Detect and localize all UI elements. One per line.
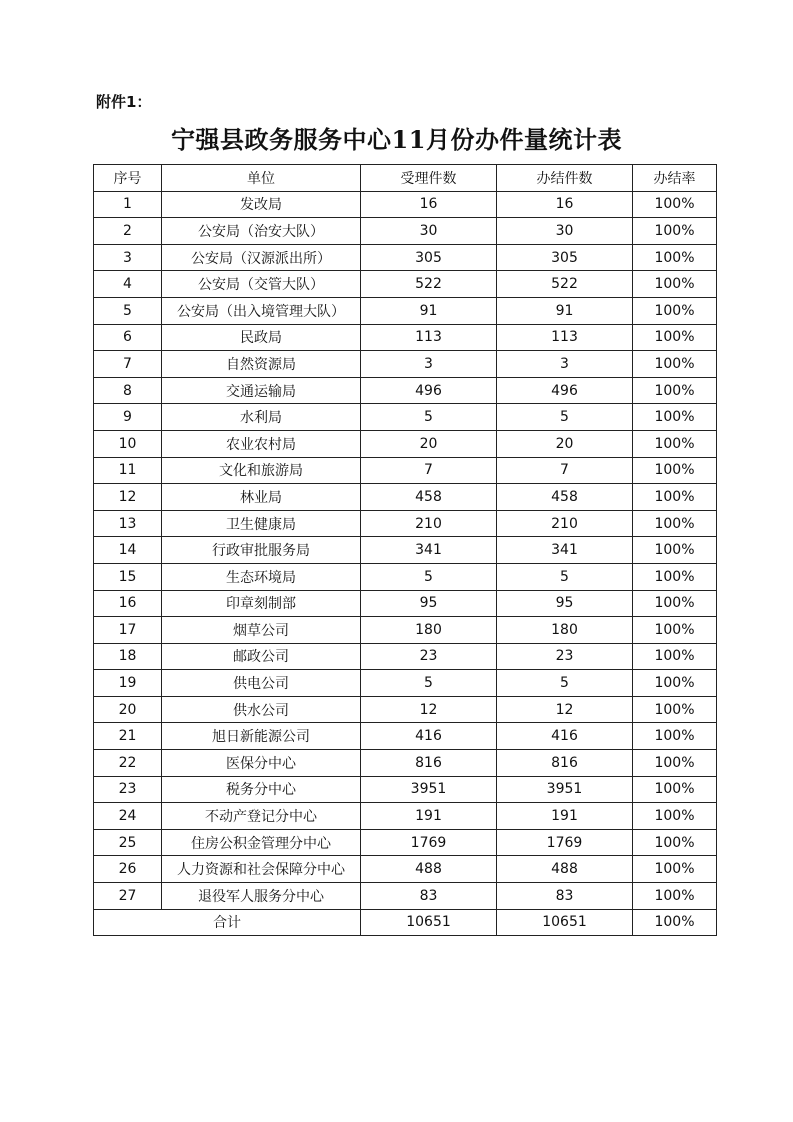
cell-accepted: 30	[361, 218, 497, 245]
cell-completed: 305	[497, 244, 633, 271]
cell-accepted: 83	[361, 883, 497, 910]
cell-index: 16	[94, 590, 162, 617]
cell-index: 6	[94, 324, 162, 351]
cell-completed: 16	[497, 191, 633, 218]
cell-unit: 公安局（治安大队）	[162, 218, 361, 245]
cell-index: 3	[94, 244, 162, 271]
cell-accepted: 1769	[361, 829, 497, 856]
cell-completed: 12	[497, 696, 633, 723]
table-row	[94, 457, 717, 484]
cell-accepted: 20	[361, 430, 497, 457]
cell-completed: 522	[497, 271, 633, 298]
cell-accepted: 458	[361, 484, 497, 511]
cell-index: 13	[94, 510, 162, 537]
cell-unit: 不动产登记分中心	[162, 803, 361, 830]
cell-completed: 488	[497, 856, 633, 883]
cell-index: 1	[94, 191, 162, 218]
cell-completed: 5	[497, 563, 633, 590]
table-row	[94, 244, 717, 271]
cell-accepted: 210	[361, 510, 497, 537]
cell-completed: 20	[497, 430, 633, 457]
cell-rate: 100%	[633, 883, 717, 910]
total-completed: 10651	[497, 909, 633, 936]
cell-index: 22	[94, 750, 162, 777]
cell-index: 23	[94, 776, 162, 803]
cell-completed: 341	[497, 537, 633, 564]
document-title: 宁强县政务服务中心11月份办件量统计表	[171, 125, 622, 154]
cell-rate: 100%	[633, 643, 717, 670]
cell-index: 2	[94, 218, 162, 245]
cell-index: 11	[94, 457, 162, 484]
total-label: 合计	[94, 909, 361, 936]
table-row	[94, 191, 717, 218]
cell-completed: 1769	[497, 829, 633, 856]
cell-unit: 水利局	[162, 404, 361, 431]
cell-completed: 95	[497, 590, 633, 617]
cell-index: 7	[94, 351, 162, 378]
cell-accepted: 496	[361, 377, 497, 404]
cell-unit: 行政审批服务局	[162, 537, 361, 564]
cell-accepted: 416	[361, 723, 497, 750]
cell-accepted: 7	[361, 457, 497, 484]
cell-completed: 5	[497, 404, 633, 431]
cell-unit: 人力资源和社会保障分中心	[162, 856, 361, 883]
table-row	[94, 510, 717, 537]
cell-rate: 100%	[633, 404, 717, 431]
cell-unit: 公安局（交管大队）	[162, 271, 361, 298]
cell-unit: 民政局	[162, 324, 361, 351]
cell-index: 21	[94, 723, 162, 750]
cell-index: 18	[94, 643, 162, 670]
cell-accepted: 5	[361, 563, 497, 590]
cell-accepted: 341	[361, 537, 497, 564]
cell-rate: 100%	[633, 803, 717, 830]
cell-index: 20	[94, 696, 162, 723]
table-body	[94, 191, 717, 909]
cell-unit: 印章刻制部	[162, 590, 361, 617]
header-unit: 单位	[162, 165, 361, 192]
cell-rate: 100%	[633, 750, 717, 777]
cell-unit: 自然资源局	[162, 351, 361, 378]
cell-index: 9	[94, 404, 162, 431]
cell-rate: 100%	[633, 377, 717, 404]
table-row	[94, 430, 717, 457]
cell-rate: 100%	[633, 351, 717, 378]
header-index: 序号	[94, 165, 162, 192]
cell-rate: 100%	[633, 776, 717, 803]
cell-completed: 496	[497, 377, 633, 404]
total-rate: 100%	[633, 909, 717, 936]
cell-accepted: 12	[361, 696, 497, 723]
cell-unit: 医保分中心	[162, 750, 361, 777]
cell-rate: 100%	[633, 297, 717, 324]
cell-unit: 公安局（出入境管理大队）	[162, 297, 361, 324]
cell-unit: 公安局（汉源派出所）	[162, 244, 361, 271]
cell-completed: 5	[497, 670, 633, 697]
cell-rate: 100%	[633, 563, 717, 590]
cell-rate: 100%	[633, 191, 717, 218]
cell-completed: 416	[497, 723, 633, 750]
cell-unit: 旭日新能源公司	[162, 723, 361, 750]
cell-completed: 3951	[497, 776, 633, 803]
table-row	[94, 324, 717, 351]
total-row	[94, 909, 717, 936]
statistics-table	[93, 164, 717, 936]
cell-accepted: 23	[361, 643, 497, 670]
cell-accepted: 5	[361, 404, 497, 431]
cell-unit: 生态环境局	[162, 563, 361, 590]
header-accepted: 受理件数	[361, 165, 497, 192]
cell-accepted: 5	[361, 670, 497, 697]
cell-index: 8	[94, 377, 162, 404]
table-row	[94, 218, 717, 245]
header-completed: 办结件数	[497, 165, 633, 192]
table-row	[94, 643, 717, 670]
cell-unit: 烟草公司	[162, 617, 361, 644]
cell-rate: 100%	[633, 457, 717, 484]
table-row	[94, 563, 717, 590]
cell-rate: 100%	[633, 829, 717, 856]
cell-index: 12	[94, 484, 162, 511]
cell-unit: 退役军人服务分中心	[162, 883, 361, 910]
cell-rate: 100%	[633, 617, 717, 644]
cell-completed: 191	[497, 803, 633, 830]
table-row	[94, 297, 717, 324]
cell-unit: 邮政公司	[162, 643, 361, 670]
cell-completed: 180	[497, 617, 633, 644]
table-row	[94, 776, 717, 803]
table-row	[94, 484, 717, 511]
cell-index: 27	[94, 883, 162, 910]
cell-rate: 100%	[633, 537, 717, 564]
table-row	[94, 856, 717, 883]
table-row	[94, 696, 717, 723]
cell-completed: 23	[497, 643, 633, 670]
cell-accepted: 488	[361, 856, 497, 883]
cell-unit: 卫生健康局	[162, 510, 361, 537]
table-row	[94, 883, 717, 910]
cell-index: 19	[94, 670, 162, 697]
cell-completed: 91	[497, 297, 633, 324]
cell-accepted: 191	[361, 803, 497, 830]
cell-index: 4	[94, 271, 162, 298]
cell-rate: 100%	[633, 856, 717, 883]
cell-index: 26	[94, 856, 162, 883]
cell-accepted: 180	[361, 617, 497, 644]
cell-rate: 100%	[633, 510, 717, 537]
total-accepted: 10651	[361, 909, 497, 936]
cell-index: 5	[94, 297, 162, 324]
cell-unit: 文化和旅游局	[162, 457, 361, 484]
attachment-label: 附件1：	[96, 93, 152, 111]
cell-accepted: 816	[361, 750, 497, 777]
cell-accepted: 16	[361, 191, 497, 218]
cell-rate: 100%	[633, 218, 717, 245]
cell-accepted: 113	[361, 324, 497, 351]
cell-index: 15	[94, 563, 162, 590]
cell-rate: 100%	[633, 324, 717, 351]
cell-unit: 供电公司	[162, 670, 361, 697]
header-rate: 办结率	[633, 165, 717, 192]
header-row	[94, 165, 717, 192]
cell-completed: 83	[497, 883, 633, 910]
cell-accepted: 95	[361, 590, 497, 617]
cell-completed: 30	[497, 218, 633, 245]
cell-accepted: 305	[361, 244, 497, 271]
table-row	[94, 590, 717, 617]
cell-unit: 农业农村局	[162, 430, 361, 457]
cell-unit: 供水公司	[162, 696, 361, 723]
cell-rate: 100%	[633, 670, 717, 697]
table-row	[94, 271, 717, 298]
table-row	[94, 617, 717, 644]
table-row	[94, 670, 717, 697]
cell-unit: 住房公积金管理分中心	[162, 829, 361, 856]
table-row	[94, 351, 717, 378]
table-row	[94, 377, 717, 404]
table-row	[94, 803, 717, 830]
cell-completed: 210	[497, 510, 633, 537]
cell-unit: 林业局	[162, 484, 361, 511]
cell-accepted: 91	[361, 297, 497, 324]
cell-rate: 100%	[633, 271, 717, 298]
cell-rate: 100%	[633, 244, 717, 271]
cell-rate: 100%	[633, 430, 717, 457]
cell-rate: 100%	[633, 723, 717, 750]
cell-index: 10	[94, 430, 162, 457]
cell-index: 24	[94, 803, 162, 830]
cell-completed: 7	[497, 457, 633, 484]
cell-unit: 税务分中心	[162, 776, 361, 803]
cell-completed: 3	[497, 351, 633, 378]
cell-completed: 816	[497, 750, 633, 777]
cell-accepted: 522	[361, 271, 497, 298]
cell-accepted: 3951	[361, 776, 497, 803]
table-row	[94, 750, 717, 777]
cell-rate: 100%	[633, 484, 717, 511]
cell-completed: 458	[497, 484, 633, 511]
cell-rate: 100%	[633, 696, 717, 723]
cell-unit: 交通运输局	[162, 377, 361, 404]
cell-accepted: 3	[361, 351, 497, 378]
table-row	[94, 829, 717, 856]
cell-rate: 100%	[633, 590, 717, 617]
cell-index: 14	[94, 537, 162, 564]
table-row	[94, 723, 717, 750]
cell-index: 25	[94, 829, 162, 856]
table-row	[94, 537, 717, 564]
cell-completed: 113	[497, 324, 633, 351]
table-row	[94, 404, 717, 431]
cell-unit: 发改局	[162, 191, 361, 218]
cell-index: 17	[94, 617, 162, 644]
